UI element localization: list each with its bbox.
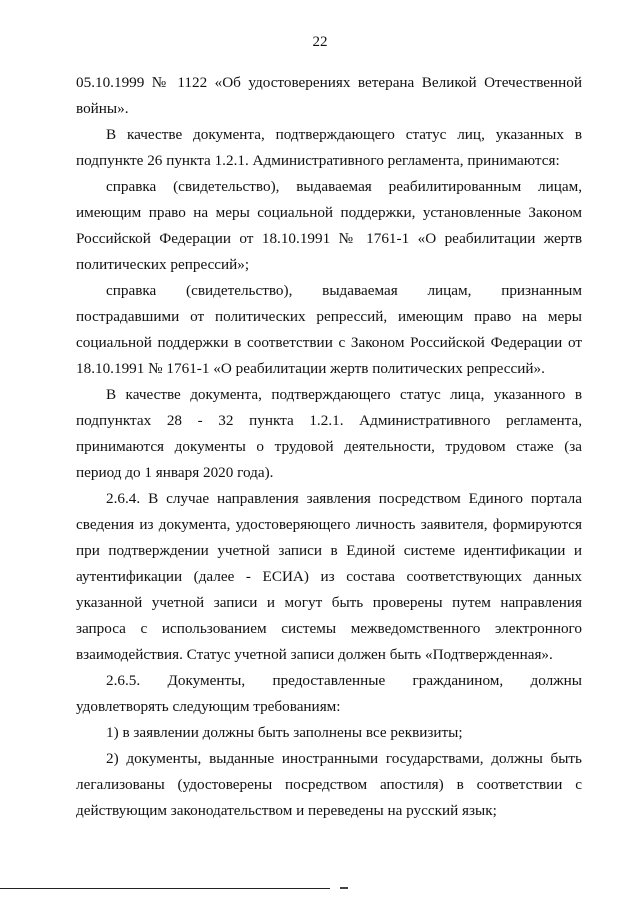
paragraph-7: 2.6.5. Документы, предоставленные гражданином, должны удовлетворять следующим требованиям:	[76, 672, 582, 715]
paragraph-1: 05.10.1999 № 1122 «Об удостоверениях ветерана Великой Отечественной войны».	[76, 74, 582, 117]
paragraph-2: В качестве документа, подтверждающего статус лиц, указанных в подпункте 26 пункта 1.2.1. Административного регламента, принимаются:	[76, 126, 582, 169]
page-number: 22	[312, 34, 328, 50]
document-body	[76, 70, 582, 824]
paragraph-3: справка (свидетельство), выдаваемая реабилитированным лицам, имеющим право на меры социальной поддержки, установленные Законом Российской Федерации от 18.10.1991 № 1761-1 «О реабилитации жертв политических репрессий»;	[76, 178, 582, 273]
paragraph-9: 2) документы, выданные иностранными государствами, должны быть легализованы (удостоверены посредством апостиля) в соответствии с действующим законодательством и переведены на русский язык;	[76, 750, 582, 819]
paragraph-4: справка (свидетельство), выдаваемая лицам, признанным пострадавшими от политических репрессий, имеющим право на меры социальной поддержки в соответствии с Законом Российской Федерации от 18.10.1991 № 1761-1 «О реабилитации жертв политических репрессий».	[76, 282, 582, 377]
paragraph-5: В качестве документа, подтверждающего статус лица, указанного в подпунктах 28 - 32 пункта 1.2.1. Административного регламента, принимаются документы о трудовой деятельности, трудовом стаже (за период до 1 января 2020 года).	[76, 386, 582, 481]
paragraph-6: 2.6.4. В случае направления заявления посредством Единого портала сведения из документа, удостоверяющего личность заявителя, формируются при подтверждении учетной записи в Единой системе идентификации и аутентификации (далее - ЕСИА) из состава соответствующих данных указанной учетной записи и могут быть проверены путем направления запроса с использованием системы межведомственного электронного взаимодействия. Статус учетной записи должен быть «Подтвержденная».	[76, 490, 582, 663]
paragraph-8: 1) в заявлении должны быть заполнены все реквизиты;	[106, 724, 463, 741]
footer-mark	[340, 887, 348, 889]
footer-divider	[0, 888, 330, 889]
